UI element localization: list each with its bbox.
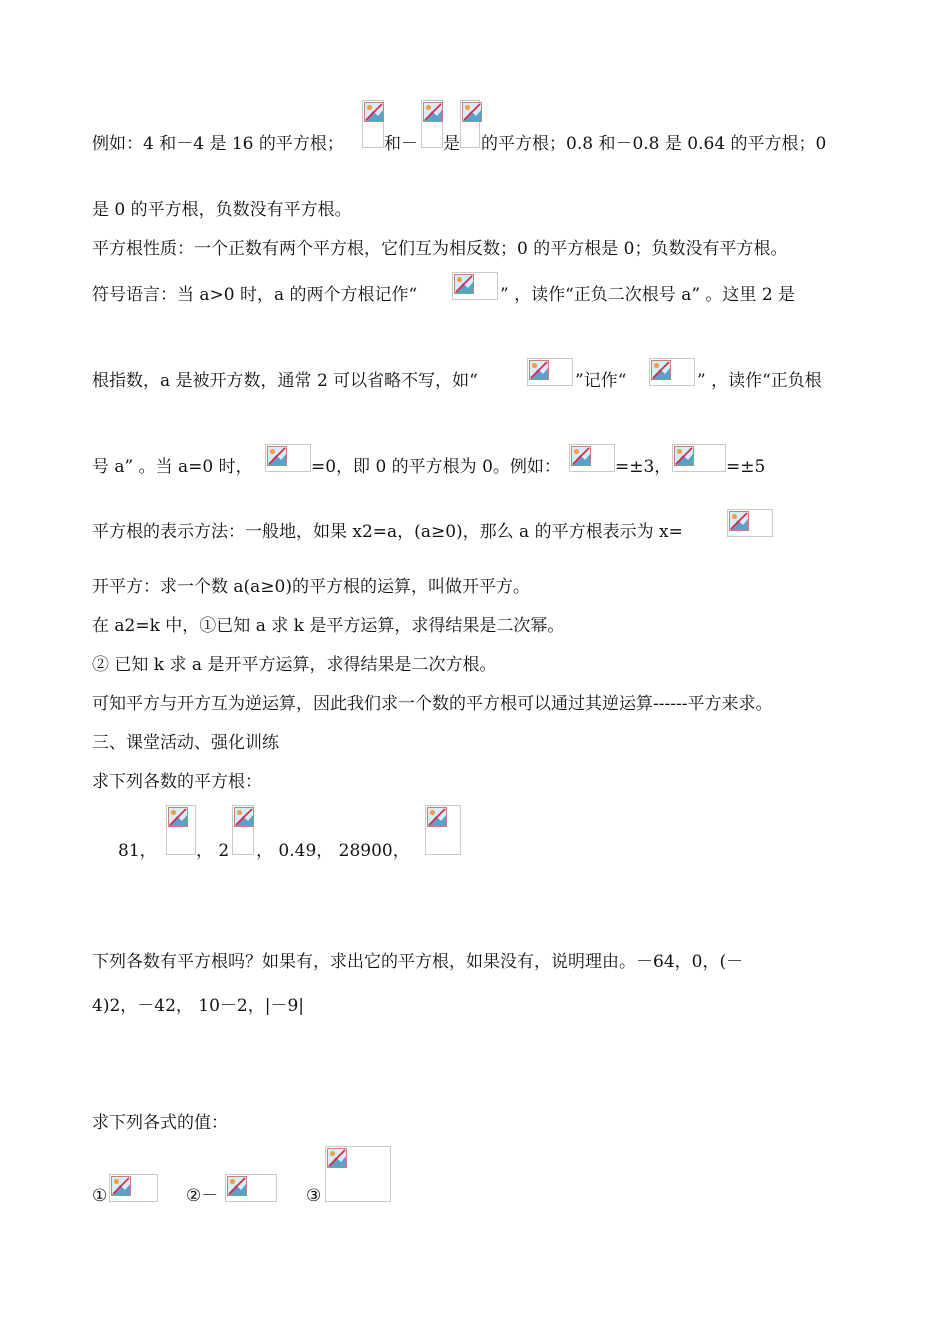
formula-image	[421, 100, 443, 148]
text-line: ， 0.49， 28900，	[256, 841, 410, 861]
text-line: =±5	[726, 457, 766, 477]
text-line: 平方根的表示方法：一般地，如果 x2=a，(a≥0)，那么 a 的平方根表示为 x=	[92, 522, 683, 542]
text-line: 可知平方与开方互为逆运算，因此我们求一个数的平方根可以通过其逆运算------平方来求。	[92, 694, 773, 714]
formula-image	[460, 100, 480, 148]
formula-image	[232, 805, 254, 855]
formula-image	[425, 805, 461, 855]
formula-image	[109, 1174, 158, 1202]
text-line: 下列各数有平方根吗？如果有，求出它的平方根，如果没有，说明理由。－64，0，(－	[92, 952, 744, 972]
text-line: ② 已知 k 求 a 是开平方运算，求得结果是二次方根。	[92, 655, 497, 675]
text-line: 的平方根；0.8 和－0.8 是 0.64 的平方根；0	[481, 134, 827, 154]
text-line: 例如：4 和－4 是 16 的平方根；	[92, 134, 344, 154]
formula-image	[265, 444, 311, 472]
formula-image	[452, 272, 498, 300]
text-line: 是	[443, 134, 460, 154]
text-line: ” ，读作“正负二次根号 a” 。这里 2 是	[500, 285, 796, 305]
text-line: 根指数，a 是被开方数，通常 2 可以省略不写，如“	[92, 371, 478, 391]
text-line: 开平方：求一个数 a(a≥0)的平方根的运算，叫做开平方。	[92, 577, 530, 597]
section-heading: 三、课堂活动、强化训练	[92, 733, 279, 753]
text-line: 4)2，－42， 10－2，|－9|	[92, 996, 305, 1016]
formula-image	[225, 1174, 277, 1202]
formula-image	[727, 509, 773, 537]
formula-image	[672, 444, 726, 472]
text-line: 和－	[384, 134, 418, 154]
text-line: 号 a” 。当 a=0 时，	[92, 457, 253, 477]
formula-image	[569, 444, 615, 472]
text-line: =±3，	[615, 457, 672, 477]
text-line: 求下列各数的平方根：	[92, 772, 262, 792]
formula-image	[325, 1146, 391, 1202]
text-line: 在 a2=k 中，①已知 a 求 k 是平方运算，求得结果是二次幂。	[92, 616, 565, 636]
text-line: =0，即 0 的平方根为 0。例如：	[311, 457, 561, 477]
text-line: ①	[92, 1186, 108, 1206]
text-line: 81，	[118, 841, 157, 861]
text-line: 求下列各式的值：	[92, 1113, 228, 1133]
formula-image	[362, 100, 384, 148]
text-line: 符号语言：当 a>0 时，a 的两个方根记作“	[92, 285, 418, 305]
formula-image	[649, 358, 695, 386]
text-line: ， 2	[196, 841, 230, 861]
formula-image	[166, 805, 196, 855]
text-line: ②－	[186, 1186, 219, 1206]
text-line: ”记作“	[575, 371, 627, 391]
text-line: ” ，读作“正负根	[697, 371, 822, 391]
text-line: 是 0 的平方根，负数没有平方根。	[92, 200, 352, 220]
text-line: ③	[306, 1186, 322, 1206]
text-line: 平方根性质：一个正数有两个平方根，它们互为相反数；0 的平方根是 0；负数没有平方根。	[92, 239, 788, 259]
formula-image	[527, 358, 573, 386]
